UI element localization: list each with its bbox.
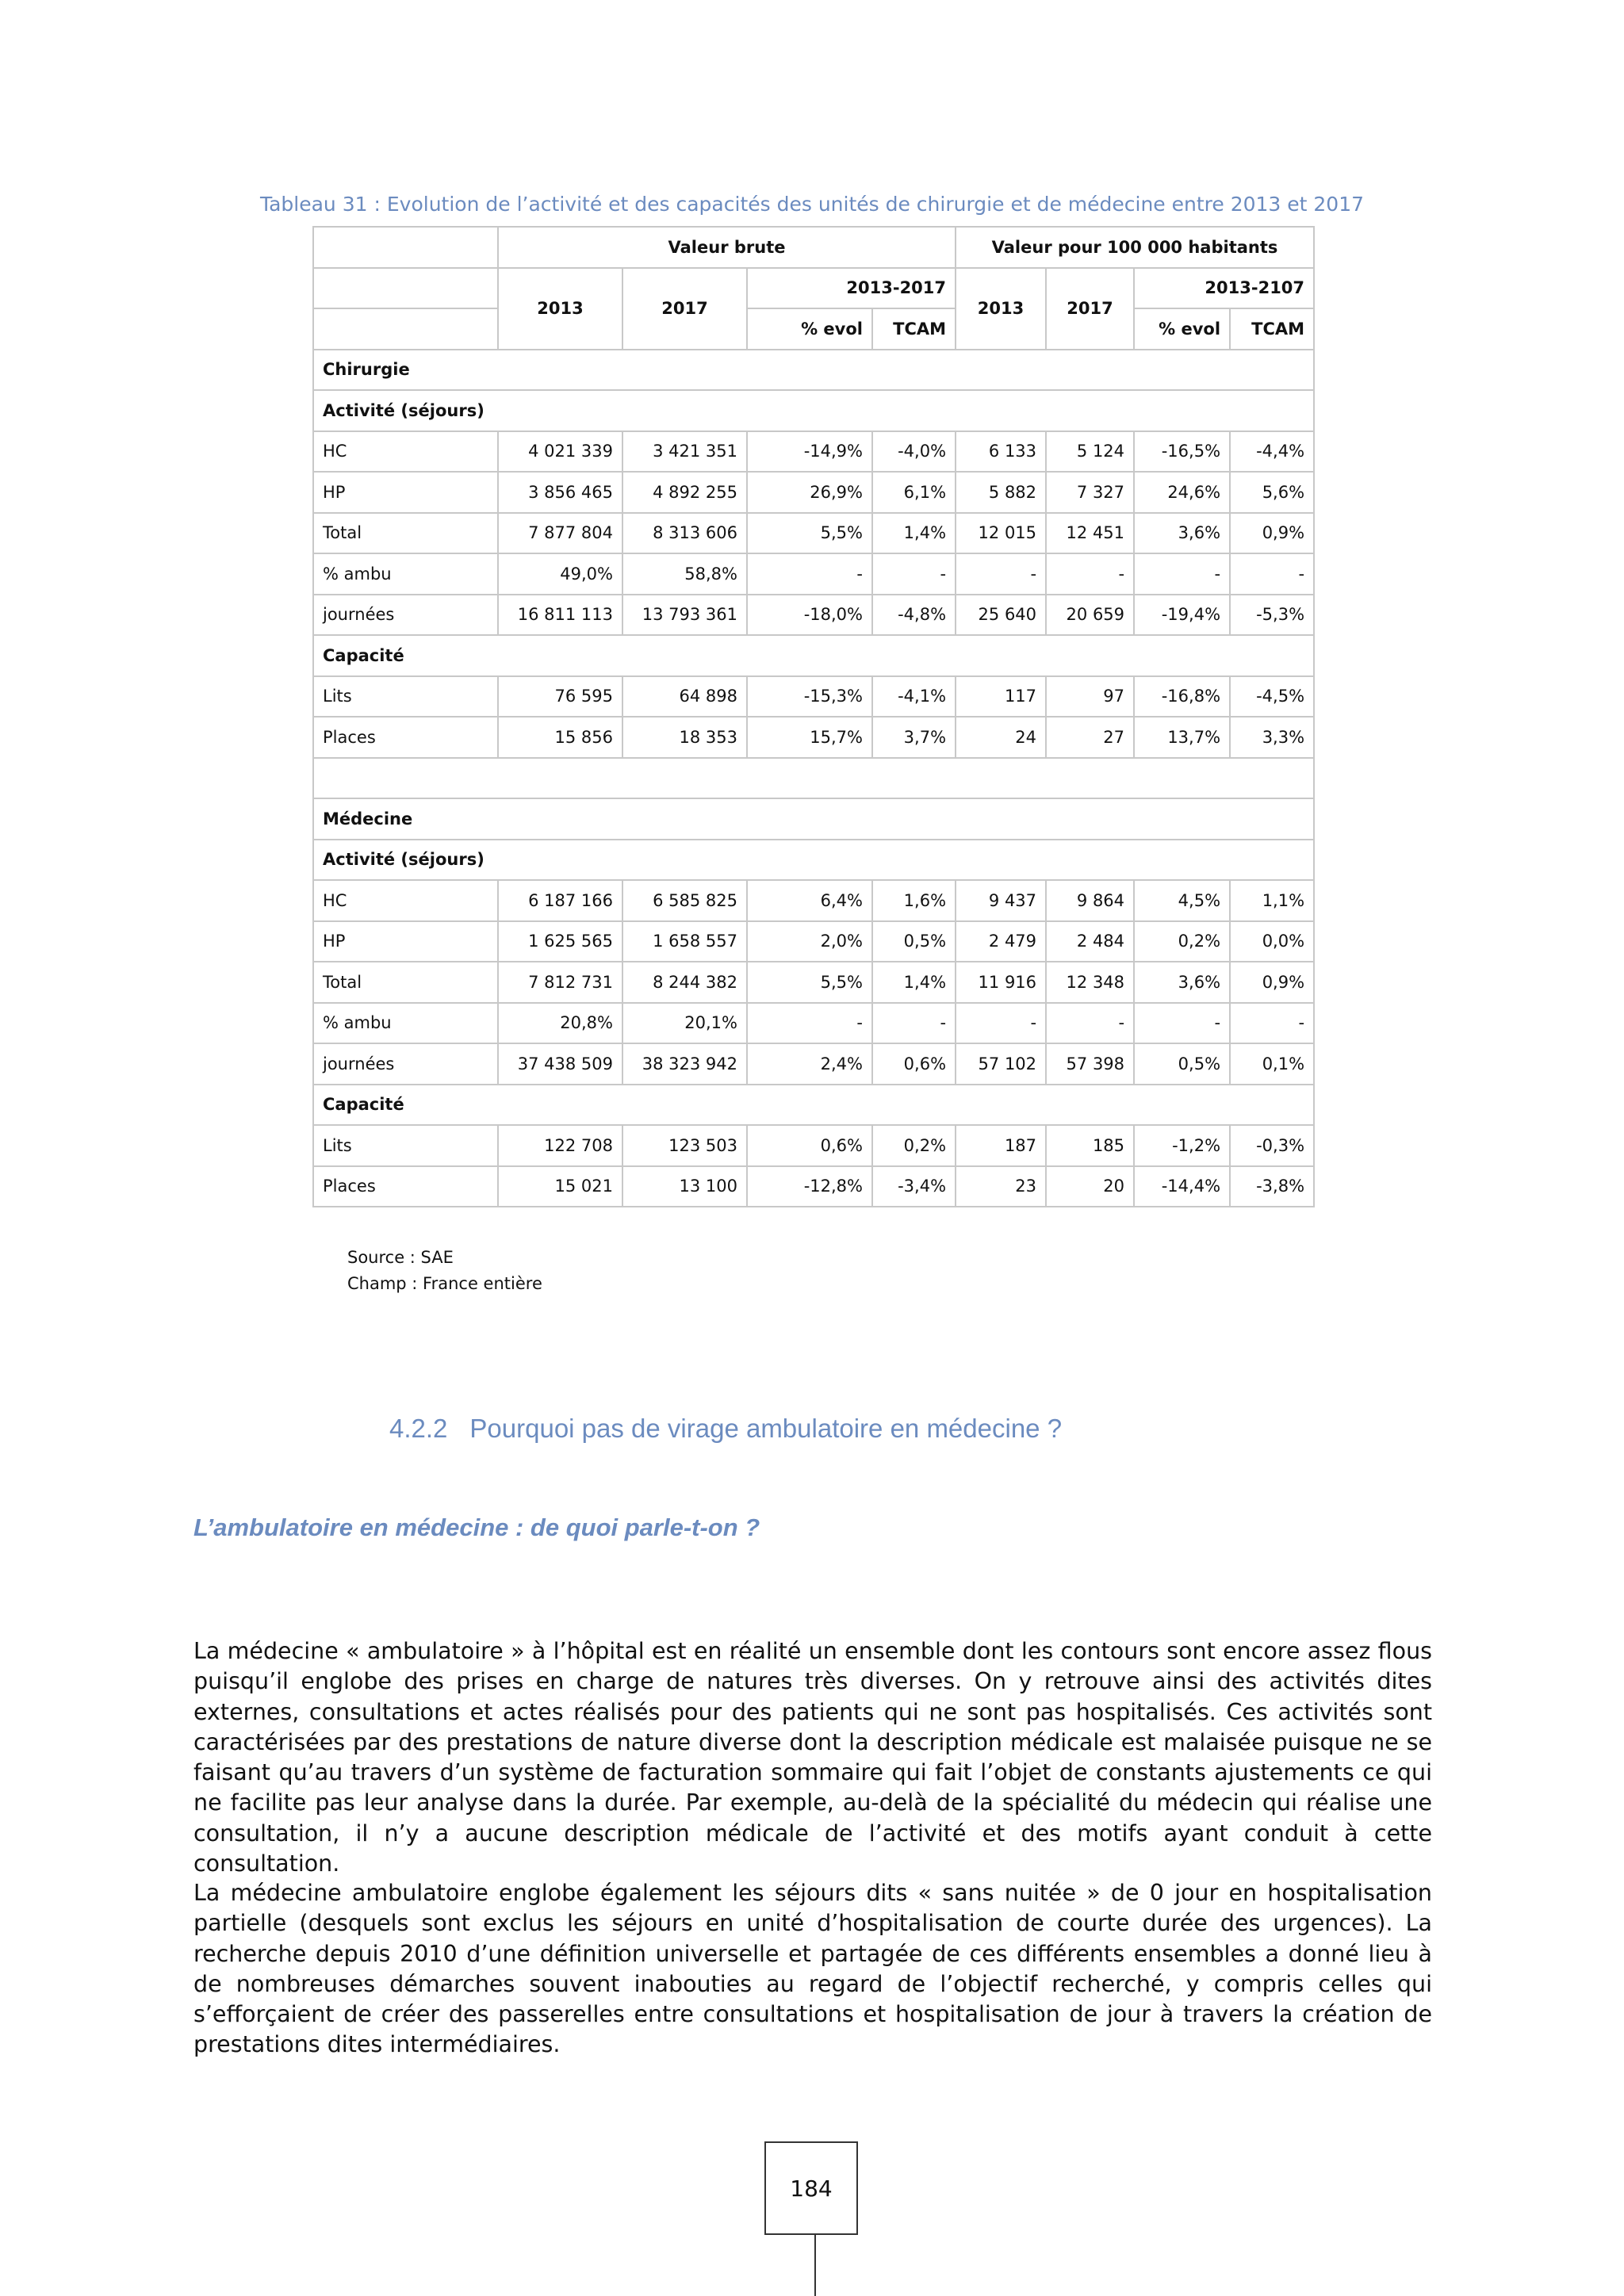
table-cell: 5,6% — [1230, 472, 1314, 513]
table-cell: 6 585 825 — [622, 880, 747, 921]
table-cell: 0,5% — [1134, 1043, 1230, 1085]
table-cell: - — [1230, 1003, 1314, 1044]
table-cell: 9 864 — [1046, 880, 1134, 921]
table-cell: 15,7% — [747, 717, 872, 758]
section-row — [313, 1085, 1314, 1126]
table-cell: -4,4% — [1230, 431, 1314, 473]
table-cell: 23 — [956, 1166, 1046, 1207]
table-cell: -4,8% — [872, 595, 956, 636]
row-label: HC — [313, 880, 498, 921]
table-cell: 20 659 — [1046, 595, 1134, 636]
row-label: journées — [313, 595, 498, 636]
table-cell: -16,8% — [1134, 676, 1230, 718]
table-cell: 0,2% — [1134, 921, 1230, 962]
table-row — [313, 921, 1314, 962]
table-cell: 3,6% — [1134, 962, 1230, 1003]
page-number: 184 — [764, 2141, 858, 2235]
table-cell: -19,4% — [1134, 595, 1230, 636]
section-row — [313, 390, 1314, 431]
table-caption: Tableau 31 : Evolution de l’activité et des capacités des unités de chirurgie et de médecine entre 2013 et 2017 — [259, 193, 1365, 216]
section-title: Pourquoi pas de virage ambulatoire en médecine ? — [469, 1414, 1063, 1443]
paragraph-1: La médecine « ambulatoire » à l’hôpital est en réalité un ensemble dont les contours sont encore assez flous puisqu’il englobe des prises en charge de natures très diverses. On y retrouve ainsi des activités dites externes, consultations et actes réalisés pour des patients qui ne sont pas hospitalisés. Ces activités sont caractérisées par des prestations de nature diverse dont la description médicale est malaisée puisque ne se faisant qu’au travers d’un système de facturation sommaire qui fait l’objet de constants ajustements ce qui ne facilite pas leur analyse dans la durée. Par exemple, au-delà de la spécialité du médecin qui réalise une consultation, il n’y a aucune description médicale de l’activité et des motifs ayant conduit à cette consultation. — [193, 1638, 1432, 1877]
table-cell: 20 — [1046, 1166, 1134, 1207]
table-cell: 5 882 — [956, 472, 1046, 513]
row-label: journées — [313, 1043, 498, 1085]
row-label: Total — [313, 962, 498, 1003]
table-cell: - — [1046, 1003, 1134, 1044]
table-cell: 122 708 — [498, 1125, 622, 1166]
table-cell: 12 348 — [1046, 962, 1134, 1003]
section-number: 4.2.2 — [389, 1414, 448, 1443]
table-cell: 13 100 — [622, 1166, 747, 1207]
table-cell: 24 — [956, 717, 1046, 758]
table-cell: 6 187 166 — [498, 880, 622, 921]
header-hab-evol: % evol — [1134, 308, 1230, 350]
table-row — [313, 553, 1314, 595]
table-cell: - — [872, 553, 956, 595]
table-cell: 76 595 — [498, 676, 622, 718]
row-label: % ambu — [313, 1003, 498, 1044]
row-label: Lits — [313, 1125, 498, 1166]
table-cell: 123 503 — [622, 1125, 747, 1166]
table-cell: -0,3% — [1230, 1125, 1314, 1166]
table-row — [313, 1043, 1314, 1085]
table-cell: 187 — [956, 1125, 1046, 1166]
table-cell: 6,4% — [747, 880, 872, 921]
section-chir-activite: Activité (séjours) — [313, 390, 1314, 431]
table-cell: 185 — [1046, 1125, 1134, 1166]
table-cell: 6,1% — [872, 472, 956, 513]
table-cell: 18 353 — [622, 717, 747, 758]
table-cell: 26,9% — [747, 472, 872, 513]
table-cell: 1 658 557 — [622, 921, 747, 962]
table-cell: -3,4% — [872, 1166, 956, 1207]
table-cell: 0,5% — [872, 921, 956, 962]
table-cell: - — [1230, 553, 1314, 595]
table-row — [313, 513, 1314, 554]
table-cell: 4 892 255 — [622, 472, 747, 513]
table-cell: 7 812 731 — [498, 962, 622, 1003]
table-row — [313, 1166, 1314, 1207]
activity-capacity-table — [312, 226, 1315, 1207]
table-cell: - — [872, 1003, 956, 1044]
table-cell: - — [1046, 553, 1134, 595]
section-heading — [389, 1414, 1062, 1444]
table-cell: -4,5% — [1230, 676, 1314, 718]
table-cell: 1 625 565 — [498, 921, 622, 962]
table-cell: 5 124 — [1046, 431, 1134, 473]
table-cell: 15 856 — [498, 717, 622, 758]
table-cell: 9 437 — [956, 880, 1046, 921]
header-brut-period: 2013-2017 — [747, 268, 956, 309]
table-row — [313, 1125, 1314, 1166]
table-cell: 3,6% — [1134, 513, 1230, 554]
header-row-groups — [313, 227, 1314, 268]
table-cell: 1,6% — [872, 880, 956, 921]
table-cell: 1,4% — [872, 513, 956, 554]
section-row — [313, 798, 1314, 840]
section-med-capacite: Capacité — [313, 1085, 1314, 1126]
table-cell: - — [956, 553, 1046, 595]
champ-note: Champ : France entière — [347, 1274, 542, 1293]
section-row — [313, 840, 1314, 881]
table-cell: 20,1% — [622, 1003, 747, 1044]
table-cell: 5,5% — [747, 513, 872, 554]
section-medecine: Médecine — [313, 798, 1314, 840]
table-cell: 1,1% — [1230, 880, 1314, 921]
table-row — [313, 717, 1314, 758]
paragraph-2: La médecine ambulatoire englobe également les séjours dits « sans nuitée » de 0 jour en hospitalisation partielle (desquels sont exclus les séjours en unité d’hospitalisation de courte durée des urgences). La recherche depuis 2010 d’une définition universelle et partagée de ces différents ensembles a donné lieu à de nombreuses démarches souvent inabouties au regard de l’objectif recherché, y compris celles qui s’efforçaient de créer des passerelles entre consultations et hospitalisation de jour à travers la création de prestations dites intermédiaires. — [193, 1880, 1432, 2058]
source-note: Source : SAE — [347, 1248, 454, 1267]
table-cell: 1,4% — [872, 962, 956, 1003]
spacer-row — [313, 758, 1314, 799]
header-brut-2017: 2017 — [622, 268, 747, 350]
table-row — [313, 1003, 1314, 1044]
header-valeur-brute: Valeur brute — [498, 227, 956, 268]
table-cell: -16,5% — [1134, 431, 1230, 473]
table-cell: -14,4% — [1134, 1166, 1230, 1207]
table-cell: 3,7% — [872, 717, 956, 758]
row-label: Lits — [313, 676, 498, 718]
table-cell: 0,0% — [1230, 921, 1314, 962]
table-cell: -4,1% — [872, 676, 956, 718]
table-cell: 6 133 — [956, 431, 1046, 473]
table-cell: - — [1134, 553, 1230, 595]
table-row — [313, 431, 1314, 473]
row-label: HP — [313, 921, 498, 962]
table-cell: 8 313 606 — [622, 513, 747, 554]
table-cell: - — [747, 1003, 872, 1044]
header-hab-period: 2013-2107 — [1134, 268, 1314, 309]
header-hab-2013: 2013 — [956, 268, 1046, 350]
table-cell: - — [956, 1003, 1046, 1044]
row-label: % ambu — [313, 553, 498, 595]
table-cell: -18,0% — [747, 595, 872, 636]
section-med-activite: Activité (séjours) — [313, 840, 1314, 881]
table-cell: -5,3% — [1230, 595, 1314, 636]
table-cell: 2,0% — [747, 921, 872, 962]
table-cell: 7 327 — [1046, 472, 1134, 513]
table-cell: 15 021 — [498, 1166, 622, 1207]
table-notes — [347, 1245, 542, 1297]
table-cell: 13 793 361 — [622, 595, 747, 636]
table-cell: 24,6% — [1134, 472, 1230, 513]
table-cell: 12 451 — [1046, 513, 1134, 554]
table-cell: -14,9% — [747, 431, 872, 473]
table-cell: -3,8% — [1230, 1166, 1314, 1207]
table-cell: 0,6% — [872, 1043, 956, 1085]
row-label: HC — [313, 431, 498, 473]
table-row — [313, 595, 1314, 636]
table-cell: 25 640 — [956, 595, 1046, 636]
table-cell: 97 — [1046, 676, 1134, 718]
table-cell: 11 916 — [956, 962, 1046, 1003]
table-cell: 117 — [956, 676, 1046, 718]
table-cell: 3,3% — [1230, 717, 1314, 758]
table-cell: - — [747, 553, 872, 595]
table-cell: 37 438 509 — [498, 1043, 622, 1085]
table-cell: 64 898 — [622, 676, 747, 718]
table-cell: 3 421 351 — [622, 431, 747, 473]
table-cell: 4 021 339 — [498, 431, 622, 473]
section-row — [313, 350, 1314, 391]
header-hab-2017: 2017 — [1046, 268, 1134, 350]
row-label: Places — [313, 1166, 498, 1207]
header-row-years — [313, 268, 1314, 309]
row-label: HP — [313, 472, 498, 513]
table-cell: 16 811 113 — [498, 595, 622, 636]
table-cell: -12,8% — [747, 1166, 872, 1207]
table-cell: 27 — [1046, 717, 1134, 758]
table-cell: 0,1% — [1230, 1043, 1314, 1085]
header-hab-tcam: TCAM — [1230, 308, 1314, 350]
table-cell: 57 102 — [956, 1043, 1046, 1085]
page-number-connector — [814, 2235, 816, 2296]
table-row — [313, 676, 1314, 718]
table-cell: 3 856 465 — [498, 472, 622, 513]
table-cell: 0,6% — [747, 1125, 872, 1166]
header-brut-tcam: TCAM — [872, 308, 956, 350]
table-cell: 7 877 804 — [498, 513, 622, 554]
section-chirurgie: Chirurgie — [313, 350, 1314, 391]
table-cell: - — [1134, 1003, 1230, 1044]
section-row — [313, 635, 1314, 676]
table-cell: 20,8% — [498, 1003, 622, 1044]
table-cell: 57 398 — [1046, 1043, 1134, 1085]
header-row-metrics — [313, 308, 1314, 350]
header-brut-evol: % evol — [747, 308, 872, 350]
table-cell: 2 479 — [956, 921, 1046, 962]
table-row — [313, 472, 1314, 513]
table-cell: 2,4% — [747, 1043, 872, 1085]
header-brut-2013: 2013 — [498, 268, 622, 350]
row-label: Total — [313, 513, 498, 554]
table-cell: 38 323 942 — [622, 1043, 747, 1085]
table-row — [313, 880, 1314, 921]
table-cell: 0,9% — [1230, 962, 1314, 1003]
table-row — [313, 962, 1314, 1003]
row-label: Places — [313, 717, 498, 758]
table-cell: -15,3% — [747, 676, 872, 718]
table-cell: 0,9% — [1230, 513, 1314, 554]
subheading: L’ambulatoire en médecine : de quoi parle-t-on ? — [193, 1513, 760, 1541]
table-cell: 2 484 — [1046, 921, 1134, 962]
table-cell: 49,0% — [498, 553, 622, 595]
table-cell: 5,5% — [747, 962, 872, 1003]
table-cell: 0,2% — [872, 1125, 956, 1166]
table-cell: -1,2% — [1134, 1125, 1230, 1166]
table-cell: 4,5% — [1134, 880, 1230, 921]
table-cell: 8 244 382 — [622, 962, 747, 1003]
table-cell: 58,8% — [622, 553, 747, 595]
header-valeur-habitants: Valeur pour 100 000 habitants — [956, 227, 1314, 268]
section-chir-capacite: Capacité — [313, 635, 1314, 676]
table-cell: 13,7% — [1134, 717, 1230, 758]
table-cell: 12 015 — [956, 513, 1046, 554]
table-cell: -4,0% — [872, 431, 956, 473]
